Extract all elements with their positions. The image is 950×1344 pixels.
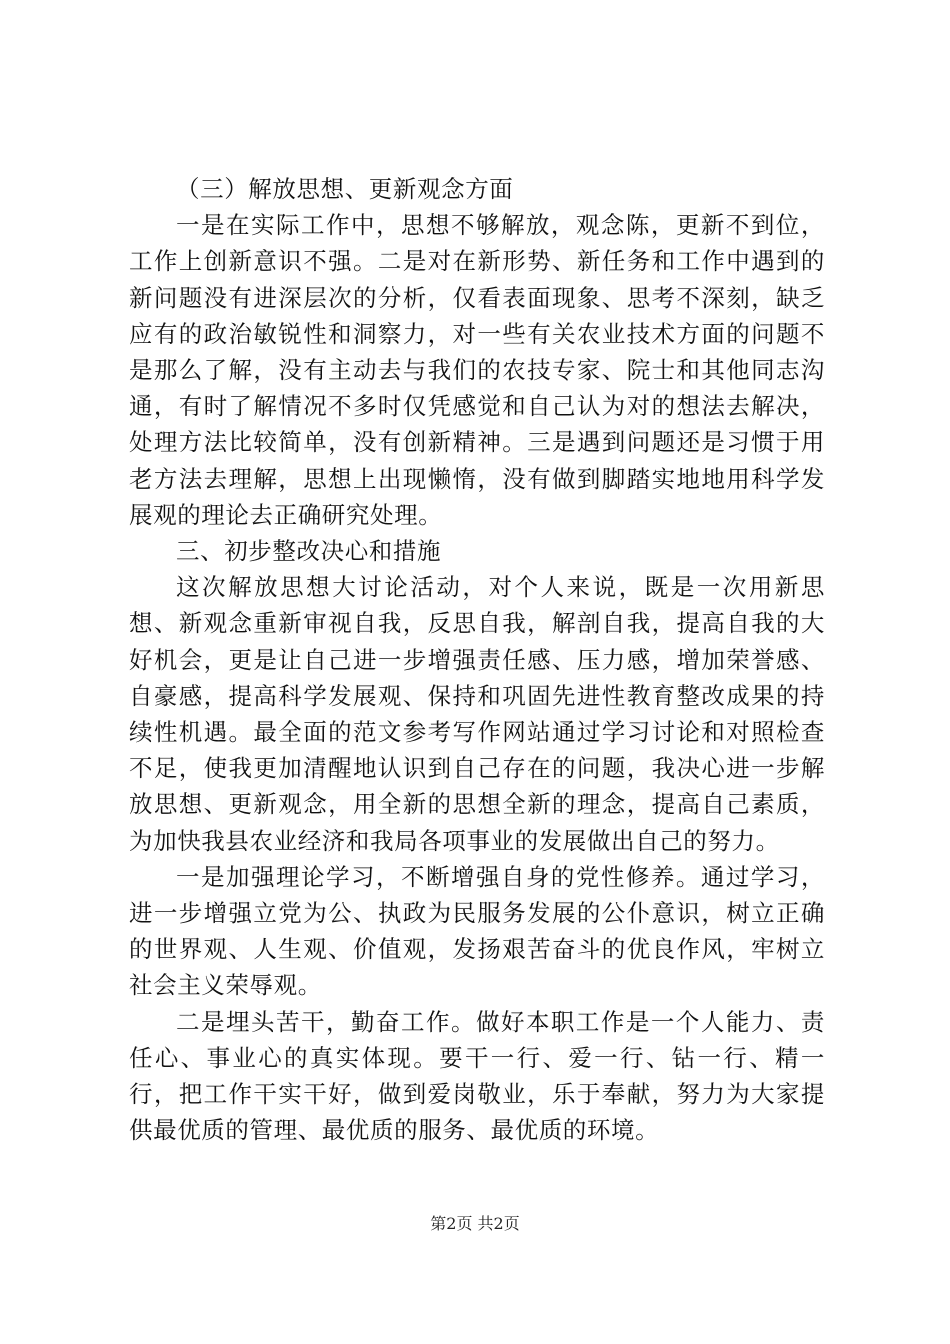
paragraph-hard-work: 二是埋头苦干，勤奋工作。做好本职工作是一个人能力、责任心、事业心的真实体现。要干一行、爱一行、钻一行、精一行，把工作干实干好，做到爱岗敬业，乐于奉献，努力为大家提供最优质的管理、最优质的服务、最优质的环境。 xyxy=(129,1007,825,1145)
page-footer: 第2页 共2页 xyxy=(430,1214,520,1233)
paragraph-thinking-issues: 一是在实际工作中，思想不够解放，观念陈，更新不到位，工作上创新意识不强。二是对在新形势、新任务和工作中遇到的新问题没有进深层次的分析，仅看表面现象、思考不深刻，缺乏应有的政治敏锐性和洞察力，对一些有关农业技术方面的问题不是那么了解，没有主动去与我们的农技专家、院士和其他同志沟通，有时了解情况不多时仅凭感觉和自己认为对的想法去解决，处理方法比较简单，没有创新精神。三是遇到问题还是习惯于用老方法去理解，思想上出现懒惰，没有做到脚踏实地地用科学发展观的理论去正确研究处理。 xyxy=(129,211,825,529)
paragraph-rectification-resolve: 这次解放思想大讨论活动，对个人来说，既是一次用新思想、新观念重新审视自我，反思自我，解剖自我，提高自我的大好机会，更是让自己进一步增强责任感、压力感，增加荣誉感、自豪感，提高科学发展观、保持和巩固先进性教育整改成果的持续性机遇。最全面的范文参考写作网站通过学习讨论和对照检查不足，使我更加清醒地认识到自己存在的问题，我决心进一步解放思想、更新观念，用全新的思想全新的理念，提高自己素质，为加快我县农业经济和我局各项事业的发展做出自己的努力。 xyxy=(129,573,825,855)
paragraph-theory-study: 一是加强理论学习，不断增强自身的党性修养。通过学习，进一步增强立党为公、执政为民服务发展的公仆意识，树立正确的世界观、人生观、价值观，发扬艰苦奋斗的优良作风，牢树立社会主义荣辱观。 xyxy=(129,862,825,1000)
section-heading-rectification: 三、初步整改决心和措施 xyxy=(176,537,442,566)
document-body xyxy=(129,171,825,1148)
section-heading-liberate-thinking: （三）解放思想、更新观念方面 xyxy=(176,175,514,203)
